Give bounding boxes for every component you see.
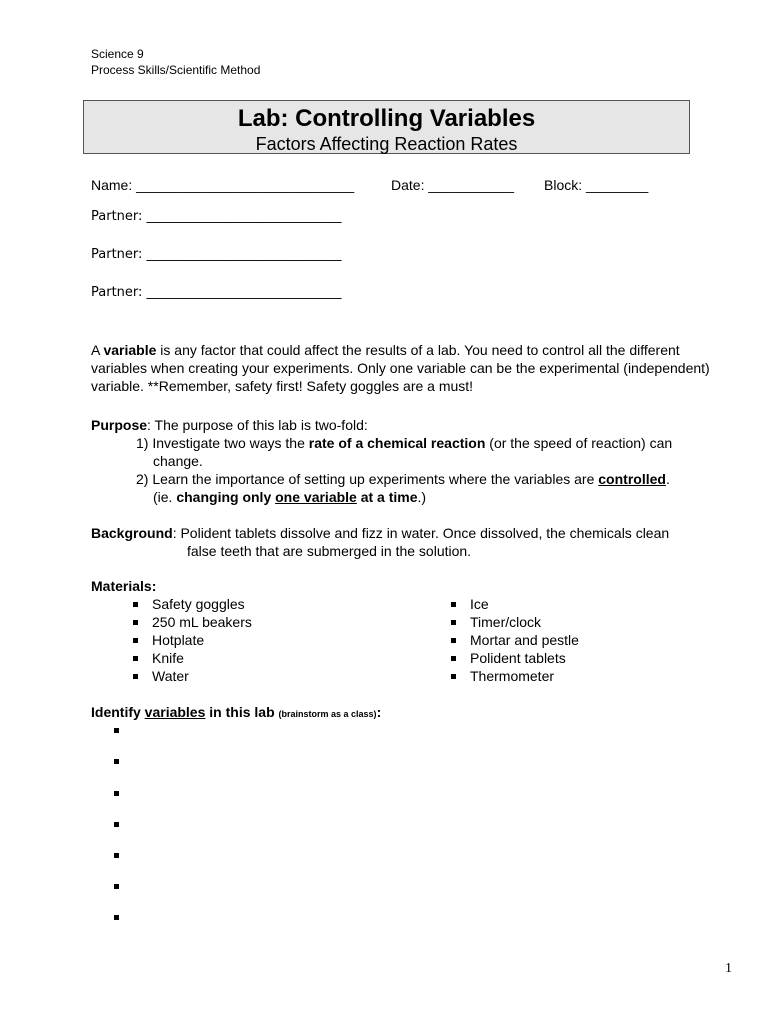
bullet-icon: [114, 915, 119, 920]
bullet-icon: [133, 656, 138, 661]
course-name: Science 9: [91, 47, 144, 61]
purpose-heading: Purpose: The purpose of this lab is two-fold:: [91, 417, 368, 433]
bullet-icon: [451, 602, 456, 607]
page-number: 1: [725, 961, 732, 976]
bullet-icon: [114, 759, 119, 764]
material-item: Timer/clock: [451, 613, 541, 631]
blank-variable-bullet[interactable]: [114, 815, 133, 833]
variable-term: variable: [103, 342, 157, 358]
bullet-icon: [451, 674, 456, 679]
material-item: Water: [133, 667, 189, 685]
name-field[interactable]: [91, 176, 354, 194]
date-field[interactable]: [391, 176, 514, 194]
bullet-icon: [114, 853, 119, 858]
purpose-item-1: 1) Investigate two ways the rate of a chemical reaction (or the speed of reaction) can: [136, 435, 673, 451]
blank-variable-bullet[interactable]: [114, 752, 133, 770]
bullet-icon: [114, 822, 119, 827]
material-item: Safety goggles: [133, 595, 245, 613]
blank-variable-bullet[interactable]: [114, 721, 133, 739]
blank-variable-bullet[interactable]: [114, 784, 133, 802]
purpose-item-2: 2) Learn the importance of setting up experiments where the variables are controlled.: [136, 471, 670, 487]
bullet-icon: [133, 620, 138, 625]
partner-field-3[interactable]: Partner: ______________________________: [91, 285, 342, 300]
bullet-icon: [114, 791, 119, 796]
material-item: Polident tablets: [451, 649, 566, 667]
purpose-label: Purpose: [91, 417, 148, 433]
background-line-2: false teeth that are submerged in the solution.: [187, 543, 472, 559]
material-item: Ice: [451, 595, 489, 613]
date-label: Date: ___________: [391, 177, 514, 193]
bullet-icon: [451, 638, 456, 643]
bullet-icon: [451, 656, 456, 661]
material-item: 250 mL beakers: [133, 613, 252, 631]
bullet-icon: [133, 674, 138, 679]
materials-heading: Materials:: [91, 578, 157, 594]
intro-paragraph: A variable is any factor that could affect the results of a lab. You need to control all the different variables when creating your experiments. Only one variable can be the experimental (independent) variable. **Remember, safety first! Safety goggles are a must!: [91, 342, 710, 394]
bullet-icon: [114, 884, 119, 889]
page-subtitle: Factors Affecting Reaction Rates: [255, 134, 518, 154]
bullet-icon: [133, 638, 138, 643]
partner-field-1[interactable]: Partner: ______________________________: [91, 209, 342, 224]
unit-name: Process Skills/Scientific Method: [91, 63, 261, 77]
block-field[interactable]: [544, 176, 648, 194]
material-item: Thermometer: [451, 667, 554, 685]
name-label: Name: ____________________________: [91, 177, 355, 193]
identify-heading: Identify variables in this lab (brainstorm as a class):: [91, 704, 382, 720]
partner-field-2[interactable]: Partner: ______________________________: [91, 247, 342, 262]
material-item: Knife: [133, 649, 184, 667]
blank-variable-bullet[interactable]: [114, 846, 133, 864]
background-label: Background: [91, 525, 173, 541]
bullet-icon: [114, 728, 119, 733]
purpose-item-1-continued: change.: [153, 453, 203, 469]
title-box: [83, 100, 690, 154]
background-line-1: Background: Polident tablets dissolve and fizz in water. Once dissolved, the chemicals clean: [91, 525, 670, 541]
page-title: Lab: Controlling Variables: [237, 105, 536, 132]
material-item: Hotplate: [133, 631, 204, 649]
blank-variable-bullet[interactable]: [114, 908, 133, 926]
material-item: Mortar and pestle: [451, 631, 579, 649]
block-label: Block: ________: [544, 177, 649, 193]
bullet-icon: [451, 620, 456, 625]
blank-variable-bullet[interactable]: [114, 877, 133, 895]
purpose-item-2-continued: (ie. changing only one variable at a time.): [153, 489, 427, 505]
bullet-icon: [133, 602, 138, 607]
